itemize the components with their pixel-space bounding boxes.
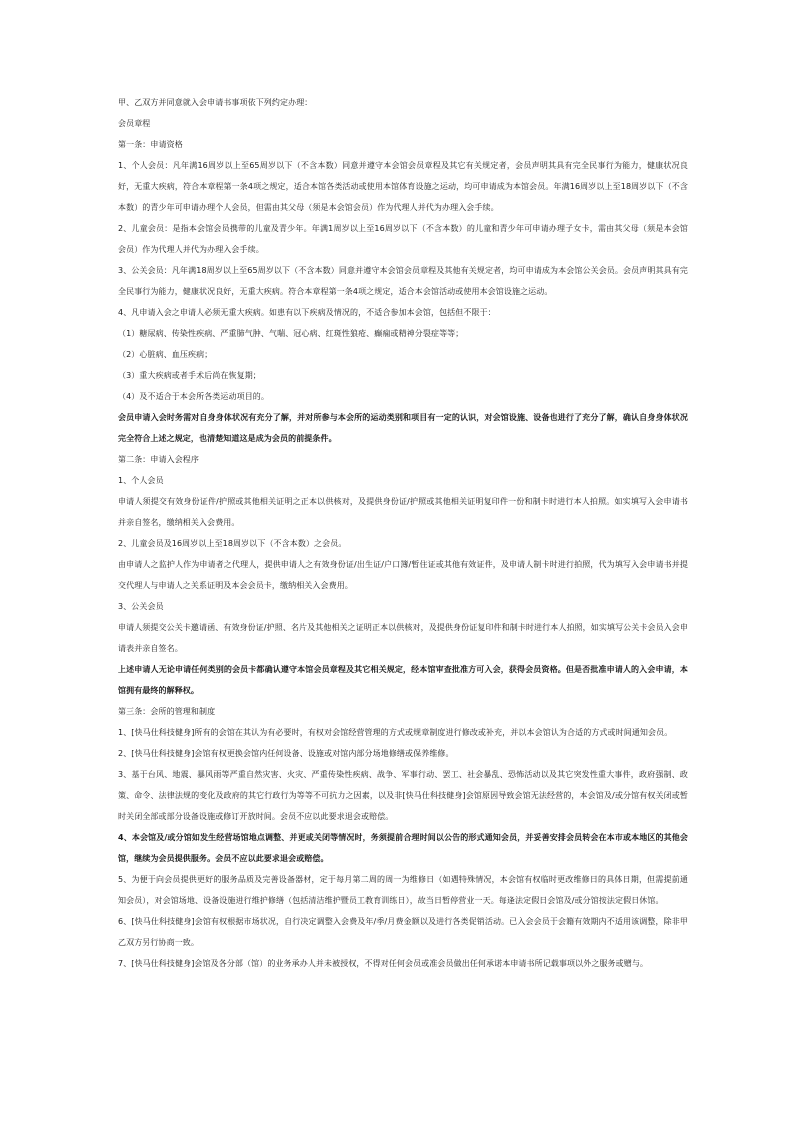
article-1-clause-4: 4、凡申请入会之申请人必须无重大疾病。如患有以下疾病及情况的，不适合参加本会馆，包括但不限于：: [118, 308, 496, 317]
article-3-clause-6: 6、[快马仕科技健身]会馆有权根据市场状况，自行决定调整入会费及年/季/月费金额以及进行各类促销活动。已入会会员于会籍有效期内不适用该调整，除非甲乙双方另行协商一致。: [118, 917, 688, 947]
article-3-clause-2: 2、[快马仕科技健身]会馆有权更换会馆内任何设备、设施或对馆内部分场地修缮或保养维修。: [118, 749, 454, 758]
intro-line: 甲、乙双方并同意就入会申请书事项依下列约定办理：: [118, 98, 313, 107]
article-2-text-3: 申请人须提交公关卡邀请函、有效身份证/护照、名片及其他相关之证明正本以供核对，及提供身份证复印件和制卡时进行本人拍照，如实填写公关卡会员入会申请表并亲自签名。: [118, 623, 688, 653]
article-2-sub-2: 2、儿童会员及16周岁以上至18周岁以下（不含本数）之会员。: [118, 539, 347, 548]
article-1-clause-2: 2、儿童会员：是指本会馆会员携带的儿童及青少年。年满1周岁以上至16周岁以下（不含本数）的儿童和青少年可申请办理子女卡，需由其父母（须是本会馆会员）作为代理人并代为办理入会手续。: [118, 224, 688, 254]
article-2-bold-notice: 上述申请人无论申请任何类别的会员卡都确认遵守本馆会员章程及其它相关规定，经本馆审查批准方可入会，获得会员资格。但是否批准申请人的入会申请，本馆拥有最终的解释权。: [118, 665, 688, 695]
article-1-heading: 第一条：申请资格: [118, 140, 183, 149]
article-2-heading: 第二条：申请入会程序: [118, 455, 199, 464]
article-1-bold-notice: 会员申请入会时务需对自身身体状况有充分了解，并对所参与本会所的运动类别和项目有一定的认识，对会馆设施、设备也进行了充分了解，确认自身身体状况完全符合上述之规定，也清楚知道这是成为会员的前提条件。: [118, 413, 688, 443]
disease-item-2: （2）心脏病、血压疾病；: [118, 350, 213, 359]
article-2-sub-3: 3、公关会员: [118, 602, 164, 611]
charter-title: 会员章程: [118, 119, 151, 128]
article-3-heading: 第三条：会所的管理和制度: [118, 707, 216, 716]
article-3-clause-7: 7、[快马仕科技健身]会馆及各分部（馆）的业务承办人并未被授权，不得对任何会员或准会员做出任何承诺本申请书所记载事项以外之服务或赠与。: [118, 959, 649, 968]
disease-item-4: （4）及不适合于本会所各类运动项目的。: [118, 392, 269, 401]
article-1-clause-3: 3、公关会员：凡年满18周岁以上至65周岁以下（不含本数）同意并遵守本会馆会员章程及其他有关规定者，均可申请成为本会馆公关会员。会员声明其具有完全民事行为能力，健康状况良好，无重大疾病。符合本章程第一条4项之规定，适合本会馆活动或使用本会馆设施之运动。: [118, 266, 688, 296]
disease-item-1: （1）糖尿病、传染性疾病、严重肺气肿、气喘、冠心病、红斑性狼疮、癫痫或精神分裂症等等；: [118, 329, 464, 338]
disease-item-3: （3）重大疾病或者手术后尚在恢复期；: [118, 371, 261, 380]
article-3-clause-3: 3、基于台风、地震、暴风雨等严重自然灾害、火灾、严重传染性疾病、战争、军事行动、罢工、社会暴乱、恐怖活动以及其它突发性重大事件，政府强制、政策、命令、法律法规的变化及政府的其它行政行为等等不可抗力之因素，以及非[快马仕科技健身]会馆原因导致会馆无法经营的，本会馆及/或分馆有权关闭或暂时关闭全部或部分设备设施或修订开放时间。会员不应以此要求退会或赔偿。: [118, 770, 688, 821]
article-2-text-1: 申请人须提交有效身份证件/护照或其他相关证明之正本以供核对，及提供身份证/护照或其他相关证明复印件一份和制卡时进行本人拍照。如实填写入会申请书并亲自签名，缴纳相关入会费用。: [118, 497, 688, 527]
article-2-sub-1: 1、个人会员: [118, 476, 164, 485]
article-3-clause-1: 1、[快马仕科技健身]所有的会馆在其认为有必要时，有权对会馆经营管理的方式或规章制度进行修改或补充，并以本会馆认为合适的方式或时间通知会员。: [118, 728, 673, 737]
article-1-clause-1: 1、个人会员：凡年满16周岁以上至65周岁以下（不含本数）同意并遵守本会馆会员章程及其它有关规定者，会员声明其具有完全民事行为能力，健康状况良好，无重大疾病，符合本章程第一条4项之规定，适合本馆各类活动或使用本馆体育设施之运动，均可申请成为本馆会员。年满16周岁以上至18周岁以下（不含本数）的青少年可申请办理个人会员，但需由其父母（须是本会馆会员）作为代理人并代为办理入会手续。: [118, 161, 688, 212]
article-2-text-2: 由申请人之监护人作为申请者之代理人，提供申请人之有效身份证/出生证/户口簿/暂住证或其他有效证件，及申请人制卡时进行拍照，代为填写入会申请书并提交代理人与申请人之关系证明及本会会员卡，缴纳相关入会费用。: [118, 560, 688, 590]
article-3-clause-4-bold: 4、本会馆及/或分馆如发生经营场馆地点调整、并更或关闭等情况时，务须提前合理时间以公告的形式通知会员，并妥善安排会员转会在本市或本地区的其他会馆，继续为会员提供服务。会员不应以此要求退会或赔偿。: [118, 833, 688, 863]
article-3-clause-5: 5、为便于向会员提供更好的服务品质及完善设备器材，定于每月第二周的周一为维修日（如遇特殊情况，本会馆有权临时更改维修日的具体日期，但需提前通知会员），对会馆场地、设备设施进行维护修缮（包括清洁维护暨员工教育训练日），故当日暂停营业一天。每逢法定假日会馆及/或分馆按法定假日休馆。: [118, 875, 688, 905]
